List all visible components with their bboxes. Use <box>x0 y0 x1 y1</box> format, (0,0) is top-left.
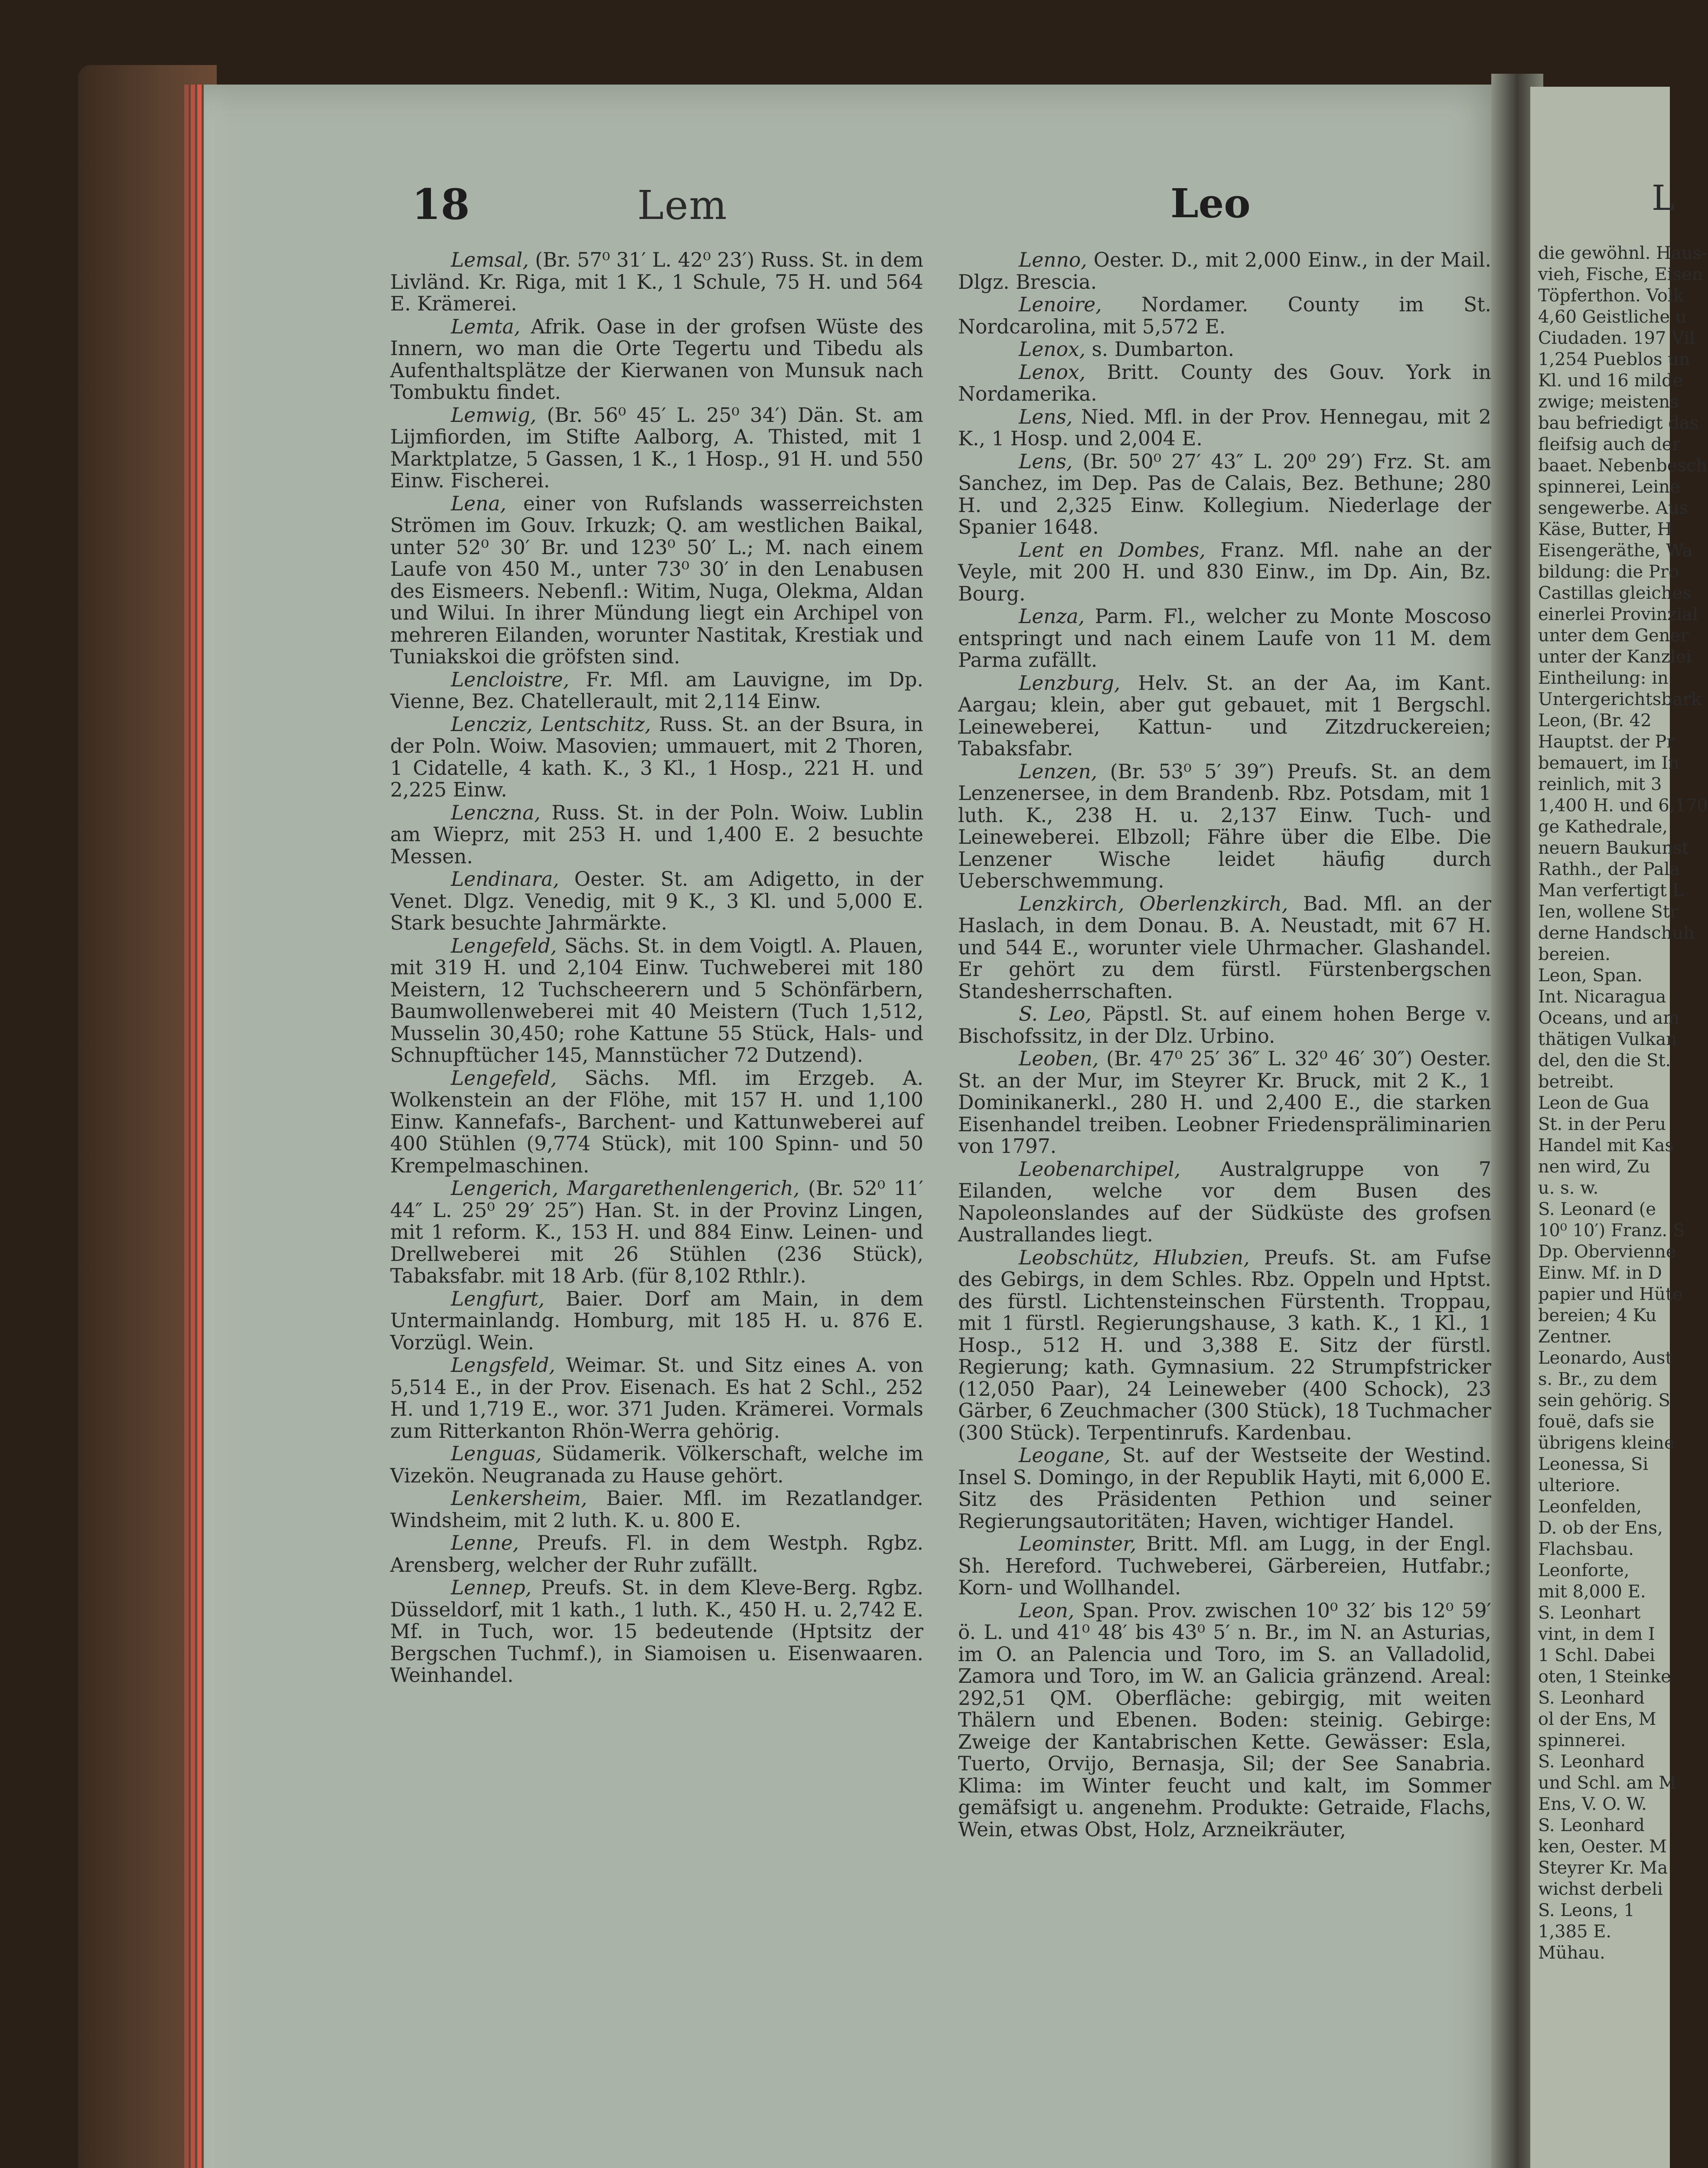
dictionary-entry <box>958 673 1491 760</box>
next-page-line: Int. Nicaragua <box>1538 987 1666 1007</box>
entry-headword: Lengfurt, <box>451 1287 545 1310</box>
page-edge-stripe <box>197 85 202 2168</box>
next-page-line: Leon, Span. <box>1538 966 1643 986</box>
next-page-line: vint, in dem I <box>1538 1624 1655 1644</box>
next-page-line: 1 Schl. Dabei <box>1538 1646 1655 1665</box>
next-page-line: spinnerei. <box>1538 1730 1626 1750</box>
next-page-line: u. s. w. <box>1538 1178 1599 1198</box>
dictionary-entry <box>390 249 923 315</box>
next-page-line: ulteriore. <box>1538 1476 1620 1495</box>
next-page-line: unter der Kanzlei <box>1538 647 1692 667</box>
next-page-line: sein gehörig. S <box>1538 1391 1670 1411</box>
dictionary-entry <box>958 606 1491 672</box>
next-page-line: derne Handschuh <box>1538 923 1695 943</box>
next-page-line: ge Kathedrale, <box>1538 817 1668 837</box>
dictionary-entry <box>958 893 1491 1003</box>
entry-headword: Lenza, <box>1019 605 1085 628</box>
entry-headword: Lenzkirch, Oberlenzkirch, <box>1019 892 1288 915</box>
next-page-line: Töpferthon. Volk <box>1538 286 1684 306</box>
running-head-right: Leo <box>1170 180 1251 227</box>
next-page-line: Mühau. <box>1538 1943 1605 1963</box>
dictionary-entry <box>958 339 1491 361</box>
dictionary-entry <box>958 1159 1491 1246</box>
next-page-line: einerlei Provinzial <box>1538 604 1698 624</box>
next-page-line: S. Leonhard <box>1538 1815 1645 1835</box>
dictionary-entry <box>958 1533 1491 1599</box>
entry-text: Helv. St. an der Aa, im Kant. Aargau; klein, aber gut gebauet, mit 1 Bergschl. Leineweberei, Kattun- und Zitzdruckereien; Tabaksfabr. <box>958 671 1491 760</box>
next-page-line: fouë, dafs sie <box>1538 1412 1655 1432</box>
entry-text: Russ. St. in der Poln. Woiw. Lublin am Wieprz, mit 253 H. und 1,400 E. 2 besuchte Messen. <box>390 801 923 868</box>
next-page-line: reinlich, mit 3 <box>1538 774 1662 794</box>
next-page-line: zwige; meistens <box>1538 392 1679 412</box>
next-page-line: und Schl. am M <box>1538 1773 1677 1793</box>
dictionary-entry <box>390 1488 923 1531</box>
entry-text: (Br. 56⁰ 45′ L. 25⁰ 34′) Dän. St. am Lijmfiorden, im Stifte Aalborg, A. Thisted, mit 1 Marktplatze, 5 Gassen, 1 K., 1 Hosp., 91 H. und 550 Einw. Fischerei. <box>390 403 923 492</box>
entry-text: Sächs. St. in dem Voigtl. A. Plauen, mit 319 H. und 2,104 Einw. Tuchweberei mit 180 Meistern, 12 Tuchscheerern und 5 Schönfärbern, Baumwollenweberei mit 40 Meistern (Tuch 1,512, Musselin 30,450; rohe Kattune 55 Stück, Hals- und Schnupftücher 145, Mannstücher 72 Dutzend). <box>390 934 923 1067</box>
entry-text: Parm. Fl., welcher zu Monte Moscoso entspringt und nach einem Laufe von 11 M. dem Parma zufällt. <box>958 605 1491 672</box>
dictionary-entry <box>390 1068 923 1177</box>
entry-text: Nied. Mfl. in der Prov. Hennegau, mit 2 K., 1 Hosp. und 2,004 E. <box>958 405 1491 450</box>
entry-headword: Leobschütz, Hlubzien, <box>1019 1246 1250 1269</box>
dictionary-entry <box>390 802 923 868</box>
next-page-line: S. Leonhard <box>1538 1752 1645 1772</box>
next-page-line: thätigen Vulkan <box>1538 1029 1678 1049</box>
next-page-line: 1,385 E. <box>1538 1922 1612 1942</box>
next-page-line: vieh, Fische, Eisen <box>1538 264 1703 284</box>
entry-headword: S. Leo, <box>1019 1002 1092 1025</box>
entry-headword: Lenne, <box>451 1531 519 1554</box>
dictionary-entry <box>958 249 1491 293</box>
dictionary-entry <box>390 1288 923 1354</box>
entry-text: Russ. St. an der Bsura, in der Poln. Woiw. Masovien; ummauert, mit 2 Thoren, 1 Cidatelle, 4 kath. K., 3 Kl., 1 Hosp., 221 H. und 2,225 Einw. <box>390 712 923 801</box>
entry-headword: Lenox, <box>1019 338 1085 361</box>
dictionary-entry <box>390 1577 923 1687</box>
entry-headword: Lencloistre, <box>451 668 570 691</box>
entry-text: Päpstl. St. auf einem hohen Berge v. Bischofssitz, in der Dlz. Urbino. <box>958 1002 1491 1048</box>
next-page-line: Oceans, und am <box>1538 1008 1680 1028</box>
next-page-line: bereien; 4 Ku <box>1538 1306 1657 1326</box>
dictionary-entry <box>390 1532 923 1576</box>
dictionary-entry <box>390 669 923 713</box>
dictionary-entry <box>390 935 923 1067</box>
page-number: 18 <box>412 180 470 229</box>
dictionary-entry <box>958 294 1491 338</box>
next-page-line: Handel mit Kas <box>1538 1136 1674 1156</box>
entry-headword: Lenox, <box>1019 360 1085 384</box>
entry-headword: Lenzen, <box>1019 760 1098 783</box>
entry-text: Weimar. St. und Sitz eines A. von 5,514 E., in der Prov. Eisenach. Es hat 2 Schl., 252 H. und 1,719 E., wor. 371 Juden. Krämerei. Vormals zum Ritterkanton Rhön-Werra gehörig. <box>390 1354 924 1443</box>
next-page-line: Leonessa, Si <box>1538 1454 1649 1474</box>
next-page-line: Dp. Obervienne <box>1538 1242 1676 1262</box>
entry-headword: Lens, <box>1019 405 1073 428</box>
next-page-running-head: L <box>1652 178 1675 218</box>
next-page-line: S. Leonhard <box>1538 1688 1645 1708</box>
next-page-line: neuern Baukunst <box>1538 838 1689 858</box>
entry-text: (Br. 57⁰ 31′ L. 42⁰ 23′) Russ. St. in dem Livländ. Kr. Riga, mit 1 K., 1 Schule, 75 H. und 564 E. Krämerei. <box>390 248 923 315</box>
next-page-line: Eintheilung: in <box>1538 668 1669 688</box>
next-page-line: Leonfelden, <box>1538 1497 1642 1517</box>
entry-text: Franz. Mfl. nahe an der Veyle, mit 200 H. und 830 Einw., im Dp. Ain, Bz. Bourg. <box>958 538 1491 605</box>
next-page-line: nen wird, Zu <box>1538 1157 1650 1177</box>
entry-headword: Lenzburg, <box>1019 671 1121 695</box>
entry-text: Britt. Mfl. am Lugg, in der Engl. Sh. Hereford. Tuchweberei, Gärbereien, Hutfabr.; Korn- und Wollhandel. <box>958 1532 1491 1599</box>
entry-text: Bad. Mfl. an der Haslach, in dem Donau. B. A. Neustadt, mit 67 H. und 544 E., worunter viele Uhrmacher. Glashandel. Er gehört zu dem fürstl. Fürstenbergschen Standesherrschaften. <box>958 892 1491 1003</box>
dictionary-entry <box>390 405 923 492</box>
next-page-line: Man verfertigt L <box>1538 881 1684 901</box>
next-page-line: Käse, Butter, H <box>1538 519 1672 539</box>
entry-text: Baier. Dorf am Main, in dem Untermainlandg. Homburg, mit 185 H. u. 876 E. Vorzügl. Wein. <box>390 1287 923 1354</box>
entry-text: Britt. County des Gouv. York in Nordamerika. <box>958 360 1491 405</box>
entry-text: Sächs. Mfl. im Erzgeb. A. Wolkenstein an der Flöhe, mit 157 H. und 1,100 Einw. Kannefafs-, Barchent- und Kattunweberei auf 400 Stühlen (9,774 Stück), mit 100 Spinn- und 50 Krempelmaschinen. <box>390 1066 923 1177</box>
next-page-line: baaet. Nebenbesch <box>1538 456 1708 476</box>
dictionary-entry <box>958 1247 1491 1444</box>
entry-text: Afrik. Oase in der grofsen Wüste des Innern, wo man die Orte Tegertu und Tibedu als Aufenthaltsplätze der Kierwanen von Munsuk nach Tombuktu findet. <box>390 315 924 404</box>
entry-text: (Br. 47⁰ 25′ 36″ L. 32⁰ 46′ 30″) Oester. St. an der Mur, im Steyrer Kr. Bruck, mit 2 K., 1 Dominikanerkl., 280 H. und 2,400 E., die starken Eisenhandel treiben. Leobner Friedenspräliminarien von 1797. <box>958 1047 1491 1158</box>
entry-headword: Lemsal, <box>451 248 529 271</box>
entry-text: St. auf der Westseite der Westind. Insel S. Domingo, in der Republik Hayti, mit 6,000 E. Sitz des Präsidenten Pethion und seiner Regierungsautoritäten; Haven, wichtiger Handel. <box>958 1444 1491 1533</box>
next-page-line: Steyrer Kr. Ma <box>1538 1858 1668 1878</box>
next-page-fragments <box>1538 243 1708 1964</box>
next-page-line: Ens, V. O. W. <box>1538 1794 1647 1814</box>
dictionary-entry <box>958 1048 1491 1158</box>
entry-text: (Br. 50⁰ 27′ 43″ L. 20⁰ 29′) Frz. St. am Sanchez, im Dep. Pas de Calais, Bez. Bethune; 280 H. und 2,325 Einw. Kollegium. Niederlage der Spanier 1648. <box>958 450 1491 539</box>
next-page-line: S. Leonhart <box>1538 1603 1641 1623</box>
next-page-line: bereien. <box>1538 944 1611 964</box>
next-page-line: Untergerichtsbark <box>1538 689 1702 709</box>
dictionary-entry <box>958 1445 1491 1532</box>
entry-headword: Lennep, <box>451 1576 532 1599</box>
book-cover <box>78 65 217 2168</box>
entry-headword: Lencziz, Lentschitz, <box>451 712 651 736</box>
page-edge-stripe <box>191 85 195 2168</box>
next-page-line: mit 8,000 E. <box>1538 1582 1646 1602</box>
entry-text: (Br. 52⁰ 11′ 44″ L. 25⁰ 29′ 25″) Han. St. in der Provinz Lingen, mit 1 reform. K., 153 H. und 884 Einw. Leinen- und Drellweberei mit 26 Stühlen (236 Stück), Tabaksfabr. mit 18 Arb. (für 8,102 Rthlr.). <box>390 1177 923 1287</box>
entry-text: Südamerik. Völkerschaft, welche im Vizekön. Neugranada zu Hause gehört. <box>390 1442 923 1487</box>
next-page-line: sengewerbe. Aus <box>1538 498 1688 518</box>
next-page-line: Ciudaden. 197 Vil <box>1538 328 1695 348</box>
entry-headword: Lenno, <box>1019 248 1087 271</box>
entry-text: Preufs. Fl. in dem Westph. Rgbz. Arensberg, welcher der Ruhr zufällt. <box>390 1531 923 1577</box>
next-page-line: papier und Hüte <box>1538 1284 1683 1304</box>
entry-headword: Leominster, <box>1019 1532 1137 1555</box>
entry-headword: Lenczna, <box>451 801 541 824</box>
entry-headword: Lemta, <box>451 315 521 338</box>
dictionary-entry <box>390 316 923 404</box>
next-page-line: unter dem Gener <box>1538 626 1689 646</box>
next-page-line: Leon de Gua <box>1538 1093 1649 1113</box>
next-page-line: Kl. und 16 milde <box>1538 371 1683 391</box>
next-page-line: die gewöhnl. Haus- <box>1538 243 1708 263</box>
next-page-line: s. Br., zu dem <box>1538 1369 1657 1389</box>
next-page-line: D. ob der Ens, <box>1538 1518 1663 1538</box>
next-page-line: Leonforte, <box>1538 1561 1630 1580</box>
dictionary-entry <box>390 1443 923 1487</box>
next-page-line: ken, Oester. M <box>1538 1837 1667 1857</box>
next-page-line: St. in der Peru <box>1538 1114 1666 1134</box>
next-page-line: spinnerei, Leine <box>1538 477 1680 497</box>
entry-headword: Lens, <box>1019 450 1073 473</box>
entry-headword: Lenkersheim, <box>451 1487 587 1510</box>
next-page-line: 1,254 Pueblos un <box>1538 349 1690 369</box>
entry-headword: Lemwig, <box>451 403 537 427</box>
entry-headword: Lengsfeld, <box>451 1354 555 1377</box>
entry-text: (Br. 53⁰ 5′ 39″) Preufs. St. an dem Lenzenersee, in dem Brandenb. Rbz. Potsdam, mit 1 luth. K., 238 H. u. 2,137 Einw. Tuch- und Leineweberei. Elbzoll; Fähre über die Elbe. Die Lenzener Wische leidet häufig durch Ueberschwemmung. <box>958 760 1491 892</box>
next-page-line: betreibt. <box>1538 1072 1614 1092</box>
entry-text: Oester. D., mit 2,000 Einw., in der Mail. Dlgz. Brescia. <box>958 248 1491 294</box>
next-page-line: 4,60 Geistliche u <box>1538 307 1687 327</box>
entry-headword: Lenguas, <box>451 1442 542 1465</box>
dictionary-entry <box>958 1003 1491 1047</box>
entry-text: Baier. Mfl. im Rezatlandger. Windsheim, mit 2 luth. K. u. 800 E. <box>390 1487 924 1532</box>
entry-text: Australgruppe von 7 Eilanden, welche vor dem Busen des Napoleonslandes auf der Südküste des grofsen Australlandes liegt. <box>958 1157 1491 1246</box>
entry-headword: Lena, <box>451 492 507 515</box>
next-page-line: bau befriedigt das <box>1538 413 1699 433</box>
next-page-line: fleifsig auch der <box>1538 434 1681 454</box>
entry-headword: Leoben, <box>1019 1047 1099 1070</box>
next-page-line: bildung: die Pro <box>1538 562 1679 582</box>
next-page-line: Rathh., der Pala <box>1538 859 1680 879</box>
entry-headword: Lengefeld, <box>451 934 557 957</box>
entry-text: Nordamer. County im St. Nordcarolina, mit 5,572 E. <box>958 293 1491 338</box>
entry-headword: Lent en Dombes, <box>1019 538 1206 562</box>
dictionary-entry <box>958 761 1491 892</box>
next-page-line: S. Leonard (e <box>1538 1199 1656 1219</box>
next-page-line: Flachsbau. <box>1538 1539 1634 1559</box>
next-page-line: Eisengeräthe, Wa <box>1538 541 1693 561</box>
next-page-line: Leon, (Br. 42 <box>1538 711 1652 731</box>
entry-text: Oester. St. am Adigetto, in der Venet. Dlgz. Venedig, mit 9 K., 3 Kl. und 5,000 E. Stark besuchte Jahrmärkte. <box>390 868 923 934</box>
next-page-line: 10⁰ 10′) Franz. S <box>1538 1221 1685 1241</box>
entry-headword: Lengefeld, <box>451 1066 557 1090</box>
next-page-line: ol der Ens, M <box>1538 1709 1656 1729</box>
next-page-line: S. Leons, 1 <box>1538 1900 1635 1920</box>
entry-text: Preufs. St. in dem Kleve-Berg. Rgbz. Düsseldorf, mit 1 kath., 1 luth. K., 450 H. u. 2,742 E. Mf. in Tuch, wor. 15 bedeutende (Hptsitz der Bergschen Tuchmf.), in Siamoisen u. Eisenwaaren. Weinhandel. <box>390 1576 923 1687</box>
next-page-line: Leonardo, Aust <box>1538 1348 1672 1368</box>
next-page-line: Einw. Mf. in D <box>1538 1263 1662 1283</box>
entry-text: s. Dumbarton. <box>1092 338 1235 361</box>
entry-text: einer von Rufslands wasserreichsten Strömen im Gouv. Irkuzk; Q. am westlichen Baikal, unter 52⁰ 30′ Br. und 123⁰ 50′ L.; M. nach einem Laufe von 450 M., unter 73⁰ 30′ in den Lenabusen des Eismeers. Nebenfl.: Witim, Nuga, Olekma, Aldan und Wilui. In ihrer Mündung liegt ein Archipel von mehreren Eilanden, worunter Nastitak, Krestiak und Tuniakskoi die gröfsten sind. <box>390 492 923 668</box>
dictionary-entry <box>390 714 923 801</box>
dictionary-entry <box>390 869 923 934</box>
next-page-line: Ien, wollene Str <box>1538 902 1678 922</box>
next-page-line: Zentner. <box>1538 1327 1612 1347</box>
right-column <box>958 249 1491 1841</box>
entry-headword: Lengerich, Margarethenlengerich, <box>451 1177 800 1200</box>
dictionary-entry <box>958 1600 1491 1841</box>
dictionary-entry <box>958 362 1491 405</box>
entry-headword: Leon, <box>1019 1599 1075 1622</box>
dictionary-entry <box>958 539 1491 605</box>
next-page-line: del, den die St. <box>1538 1051 1671 1071</box>
next-page-line: Castillas gleiches <box>1538 583 1692 603</box>
running-head-left: Lem <box>637 182 728 229</box>
dictionary-entry <box>390 1355 923 1442</box>
next-page-line: übrigens kleine <box>1538 1433 1675 1453</box>
entry-text: Fr. Mfl. am Lauvigne, im Dp. Vienne, Bez. Chatellerault, mit 2,114 Einw. <box>390 668 924 713</box>
dictionary-entry <box>390 1178 923 1287</box>
next-page-line: Hauptst. der Pr <box>1538 732 1675 752</box>
left-column <box>390 249 923 1688</box>
entry-headword: Leogane, <box>1019 1444 1111 1467</box>
page-header <box>204 180 1496 232</box>
entry-headword: Lendinara, <box>451 868 559 891</box>
dictionary-entry <box>958 451 1491 539</box>
next-page-line: oten, 1 Steinke <box>1538 1667 1671 1687</box>
next-page-line: bemauert, im In <box>1538 753 1680 773</box>
next-page-line: 1,400 H. und 6,170 <box>1538 796 1708 816</box>
entry-text: Span. Prov. zwischen 10⁰ 32′ bis 12⁰ 59′ ö. L. und 41⁰ 48′ bis 43⁰ 5′ n. Br., im N. an Asturias, im O. an Palencia und Toro, im S. an Valladolid, Zamora und Toro, im W. an Galicia gränzend. Areal: 292,51 QM. Oberfläche: gebirgig, mit weiten Thälern und Ebenen. Boden: steinig. Gebirge: Zweige der Kantabrischen Kette. Gewässer: Esla, Tuerto, Orvijo, Bernasja, Sil; der See Sanabria. Klima: im Winter feucht und kalt, im Sommer gemäfsigt u. angenehm. Produkte: Getraide, Flachs, Wein, etwas Obst, Holz, Arzneikräuter, <box>958 1599 1491 1841</box>
entry-headword: Lenoire, <box>1019 293 1102 316</box>
dictionary-entry <box>390 493 923 668</box>
dictionary-entry <box>958 406 1491 450</box>
entry-headword: Leobenarchipel, <box>1019 1157 1181 1181</box>
page-edge-stripe <box>184 85 189 2168</box>
next-page-line: wichst derbeli <box>1538 1879 1663 1899</box>
entry-text: Preufs. St. am Fufse des Gebirgs, in dem Schles. Rbz. Oppeln und Hptst. des fürstl. Lichtensteinschen Fürstenth. Troppau, mit 1 fürstl. Regierungshause, 3 kath. K., 1 Kl., 1 Hosp., 512 H. und 3,388 E. Sitz der fürstl. Regierung; kath. Gymnasium. 22 Strumpfstricker (12,050 Paar), 24 Leineweber (400 Schock), 23 Gärber, 6 Zeuchmacher (300 Stück), 18 Tuchmacher (300 Stück). Terpentinrufs. Kardenbau. <box>958 1246 1491 1444</box>
